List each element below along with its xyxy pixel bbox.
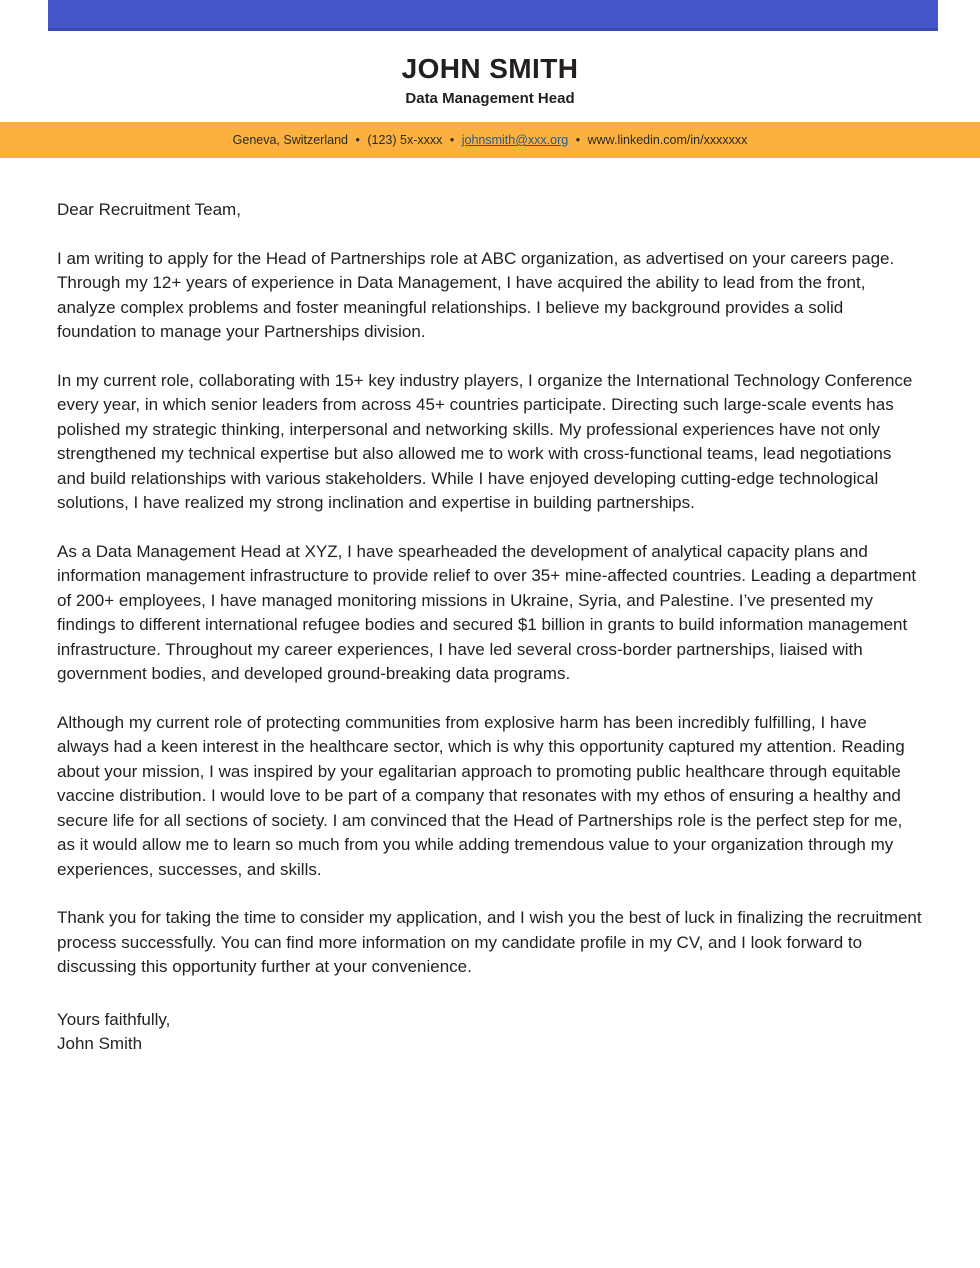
contact-email-link[interactable]: johnsmith@xxx.org	[461, 133, 569, 147]
letter-closing: Yours faithfully,	[57, 1009, 171, 1029]
letter-salutation: Dear Recruitment Team,	[57, 200, 241, 219]
letter-paragraph-1: I am writing to apply for the Head of Partnerships role at ABC organization, as advertised on your careers page. Through my 12+ years of experience in Data Management, I have acquired the ability to lead from the front, analyze complex problems and foster meaningful relationships. I believe my background provides a solid foundation to manage your Partnerships division.	[57, 248, 895, 341]
letter-signoff	[57, 1008, 922, 1057]
page-title: JOHN SMITH	[401, 53, 579, 84]
contact-line	[233, 132, 748, 148]
job-title: Data Management Head	[405, 90, 575, 107]
contact-separator: •	[449, 133, 455, 147]
letter-signature: John Smith	[57, 1034, 143, 1053]
contact-location: Geneva, Switzerland	[232, 133, 348, 147]
contact-separator: •	[575, 133, 581, 147]
header-identity-block	[0, 52, 980, 109]
letter-body	[57, 198, 922, 1057]
letter-paragraph-4: Although my current role of protecting communities from explosive harm has been incredibly fulfilling, I have always had a keen interest in the healthcare sector, which is why this opportunity captured my attention. Reading about your mission, I was inspired by your egalitarian approach to promoting public healthcare through equitable vaccine distribution. I would love to be part of a company that resonates with my ethos of ensuring a healthy and secure life for all sections of society. I am convinced that the Head of Partnerships role is the perfect step for me, as it would allow me to learn so much from you while adding tremendous value to your organization through my experiences, successes, and skills.	[57, 712, 905, 879]
contact-band	[0, 122, 980, 158]
header-accent-bar-blue	[48, 0, 938, 31]
contact-linkedin: www.linkedin.com/in/xxxxxxx	[587, 133, 748, 147]
contact-separator: •	[355, 133, 360, 147]
contact-phone: (123) 5x-xxxx	[367, 133, 443, 147]
letter-paragraph-2: In my current role, collaborating with 15+ key industry players, I organize the International Technology Conference every year, in which senior leaders from across 45+ countries participate. Directing such large-scale events has polished my strategic thinking, interpersonal and networking skills. My professional experiences have not only strengthened my technical expertise but also allowed me to work with cross-functional teams, lead negotiations and build relationships with various stakeholders. While I have enjoyed developing cutting-edge technological solutions, I have realized my strong inclination and expertise in building partnerships.	[57, 370, 913, 512]
letter-paragraph-3: As a Data Management Head at XYZ, I have spearheaded the development of analytical capacity plans and information management infrastructure to provide relief to over 35+ mine-affected countries. Leading a department of 200+ employees, I have managed monitoring missions in Ukraine, Syria, and Palestine. I’ve presented my findings to different international refugee bodies and secured $1 billion in grants to build information management infrastructure. Throughout my career experiences, I have led several cross-border partnerships, liaised with government bodies, and developed ground-breaking data programs.	[57, 541, 917, 683]
letter-paragraph-5: Thank you for taking the time to consider my application, and I wish you the best of luck in finalizing the recruitment process successfully. You can find more information on my candidate profile in my CV, and I look forward to discussing this opportunity further at your convenience.	[57, 908, 922, 976]
